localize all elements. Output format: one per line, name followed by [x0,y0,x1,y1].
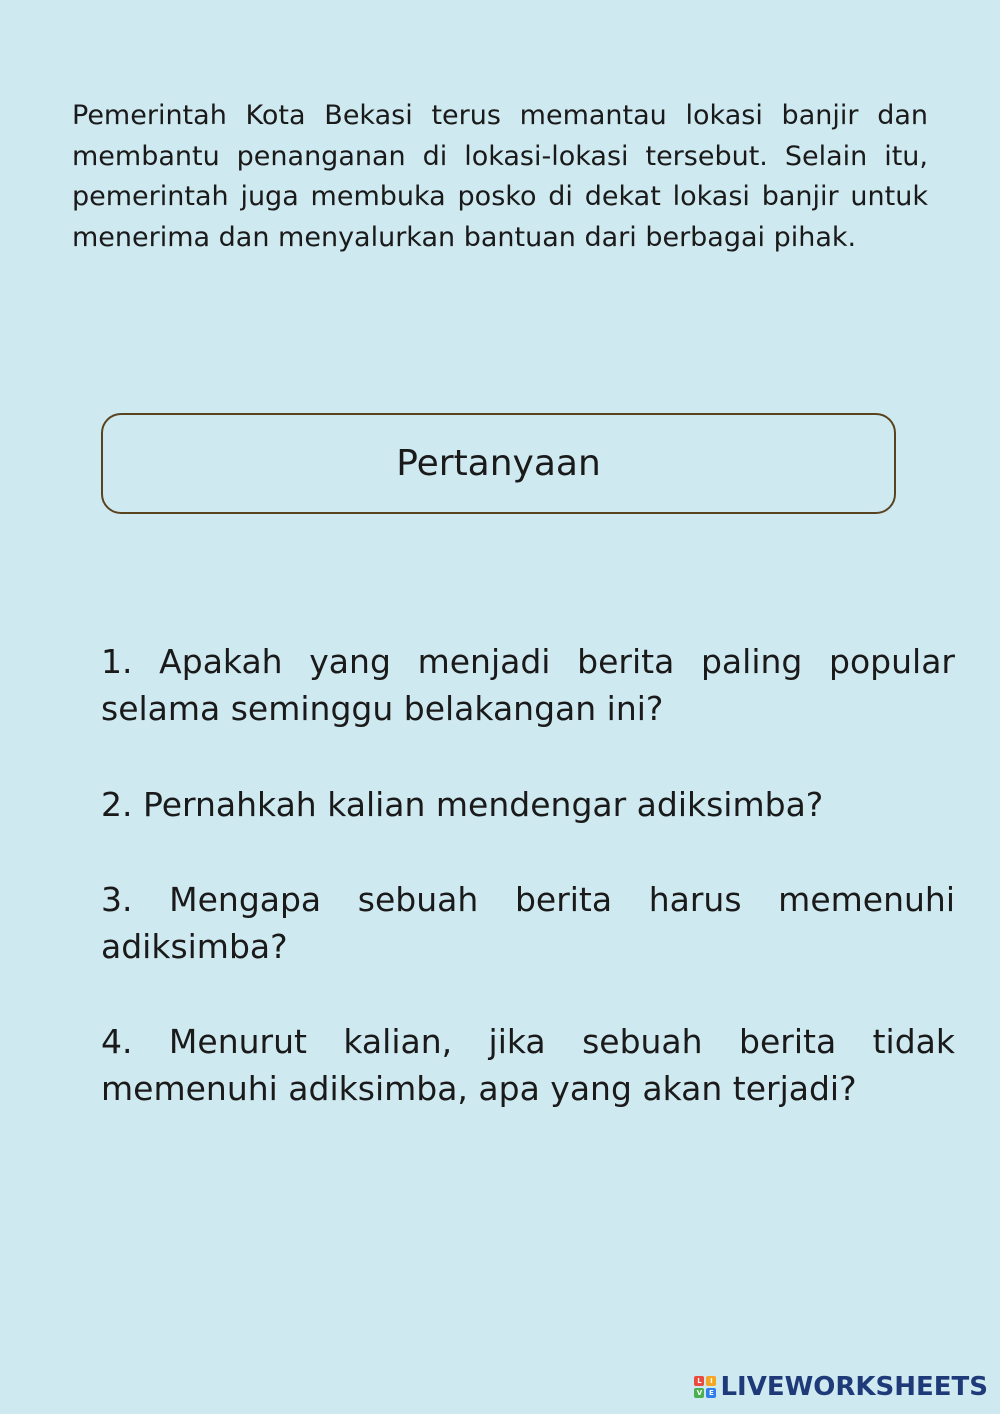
question-item: 4. Menurut kalian, jika sebuah berita tidak memenuhi adiksimba, apa yang akan terjadi? [101,1022,955,1108]
question-item: 3. Mengapa sebuah berita harus memenuhi adiksimba? [101,880,955,966]
logo-grid-icon [694,1376,716,1398]
question-item: 2. Pernahkah kalian mendengar adiksimba? [101,785,824,824]
liveworksheets-logo [694,1372,988,1402]
logo-text: LIVEWORKSHEETS [720,1372,988,1402]
logo-tile-icon: I [706,1376,716,1386]
intro-paragraph: Pemerintah Kota Bekasi terus memantau lokasi banjir dan membantu penanganan di lokasi-lokasi tersebut. Selain itu, pemerintah juga membuka posko di dekat lokasi banjir untuk menerima dan menyalurkan bantuan dari berbagai pihak. [72,100,928,253]
question-item: 1. Apakah yang menjadi berita paling popular selama seminggu belakangan ini? [101,642,955,728]
logo-tile-icon: E [706,1388,716,1398]
question-list [101,638,955,1112]
section-heading-box [101,413,896,514]
section-heading-title: Pertanyaan [396,443,601,484]
logo-tile-icon: L [694,1376,704,1386]
logo-tile-icon: V [694,1388,704,1398]
